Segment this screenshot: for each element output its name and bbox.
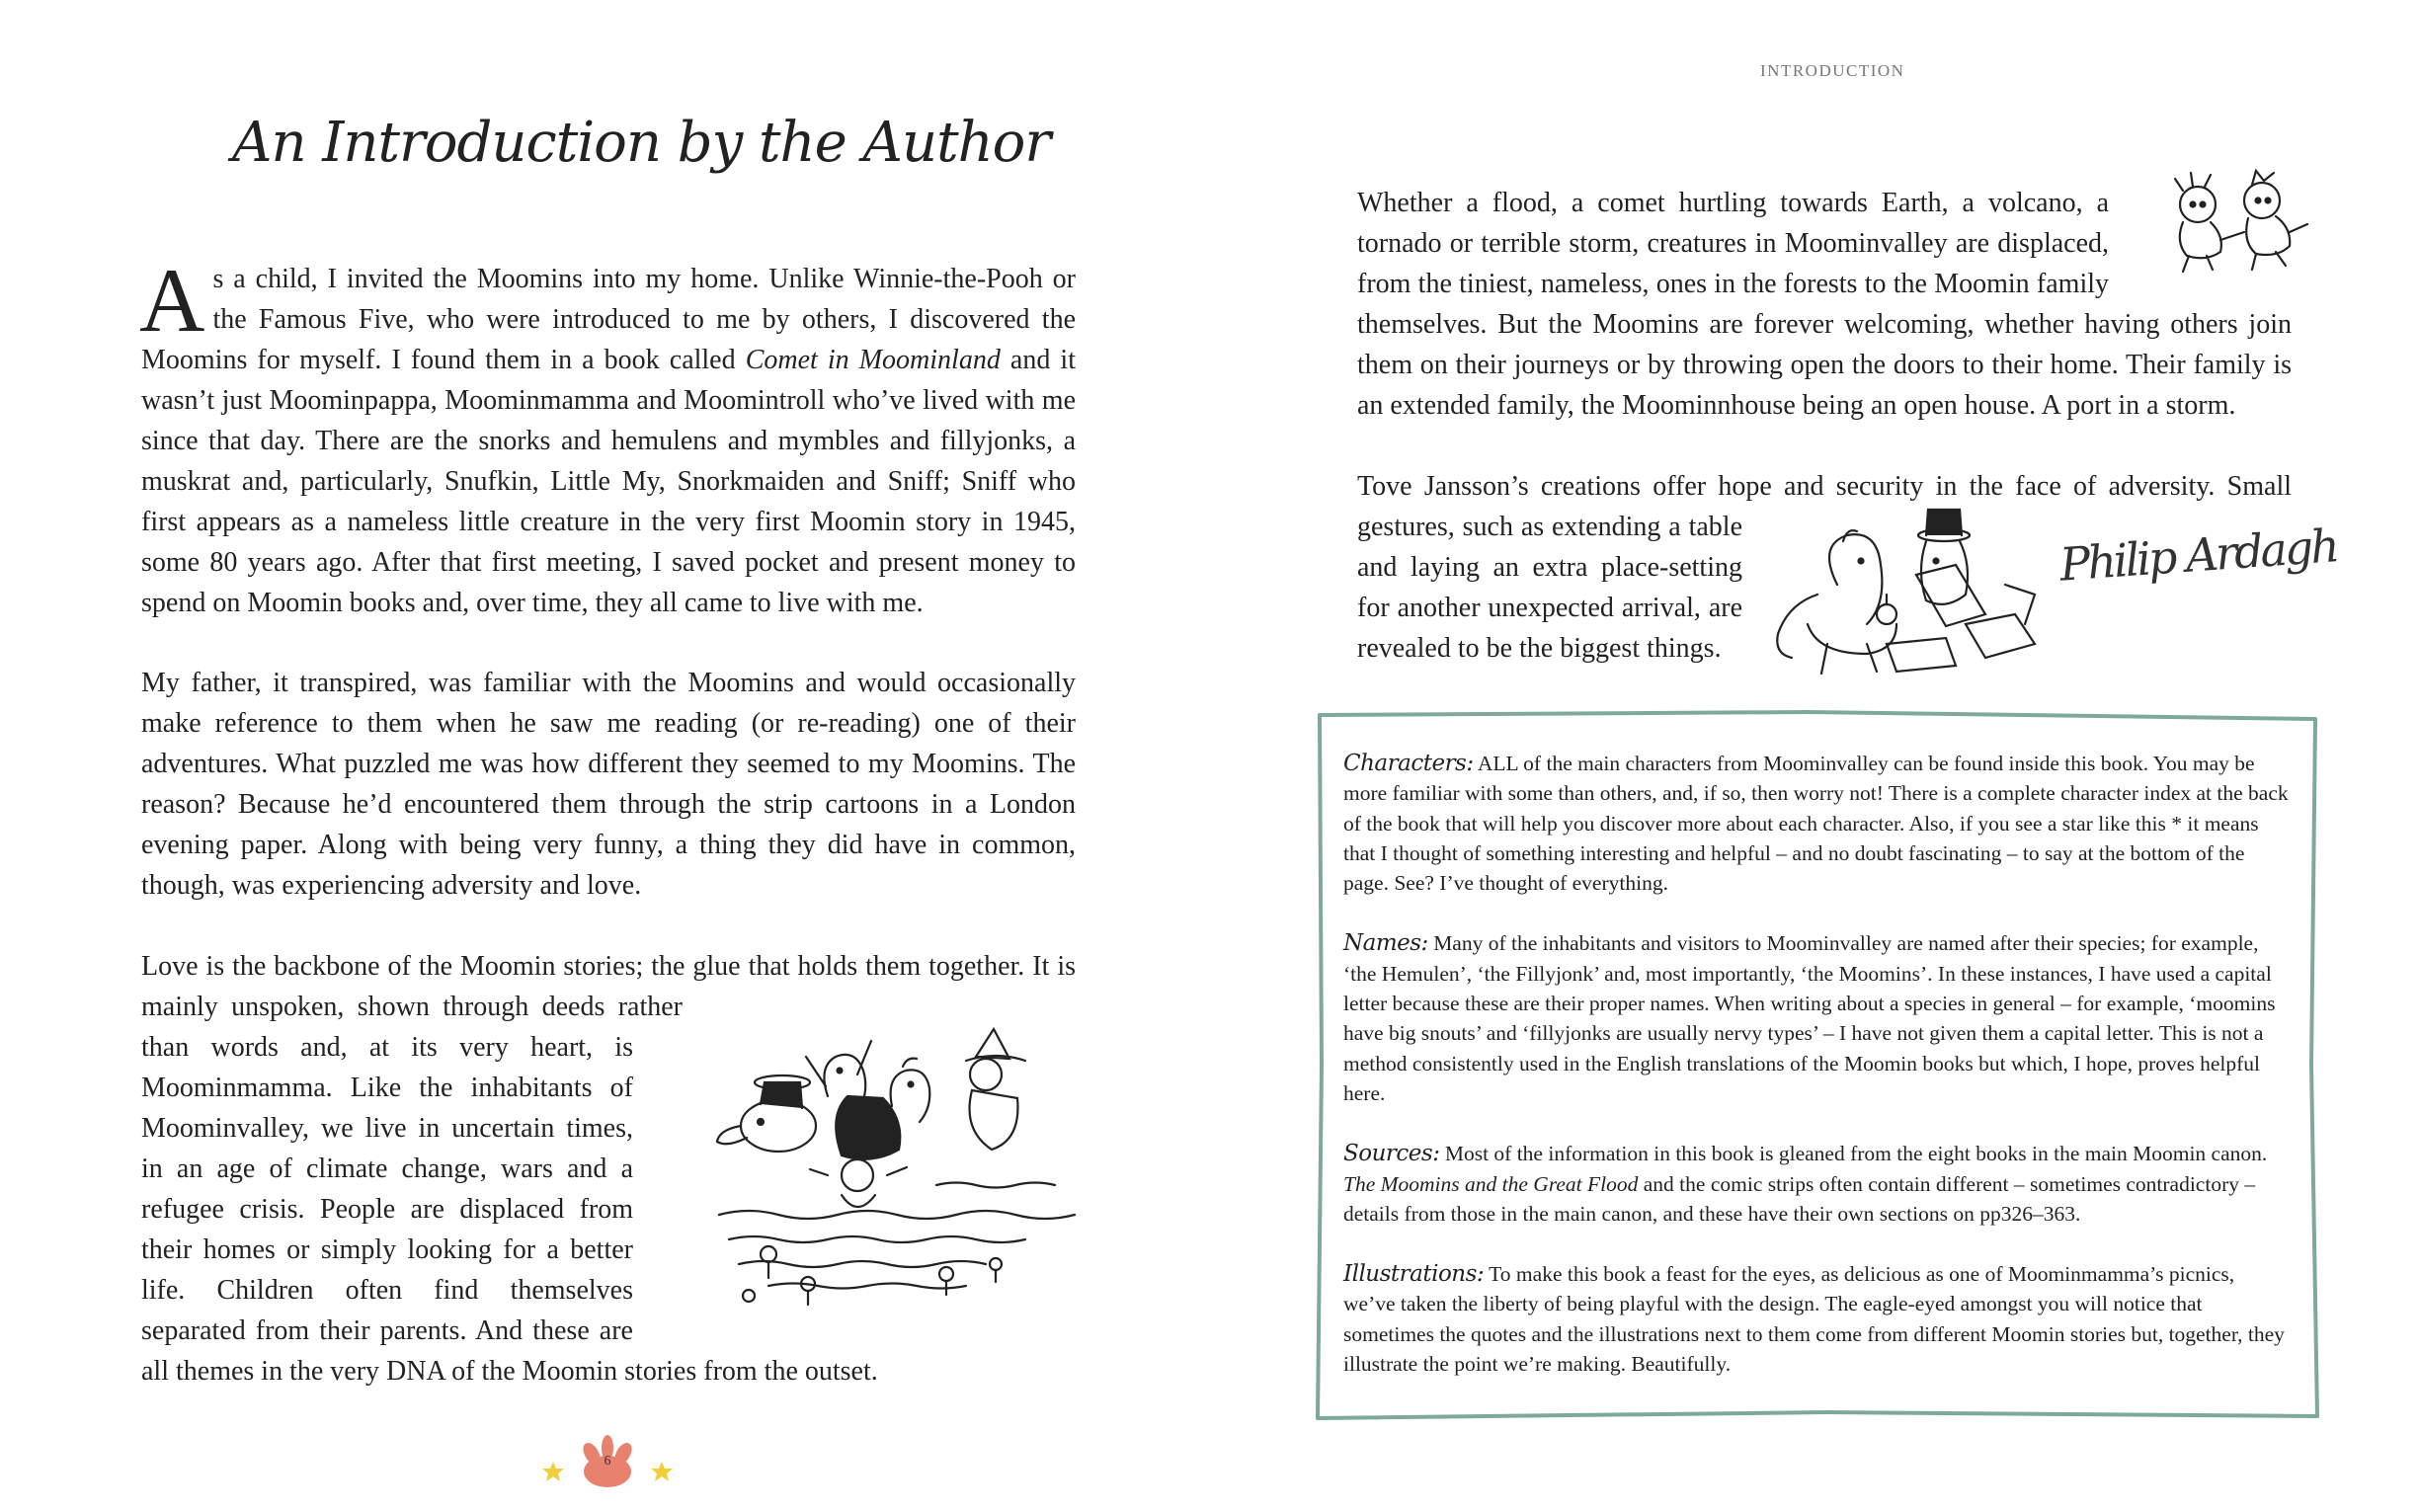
info-box: [1314, 709, 2321, 1420]
right-paragraph-1: Whether a flood, a comet hurtling towards Earth, a volcano, a tornado or terrible storm, creatures in Moominvalley are displaced, from the tiniest, nameless, ones in the forests to the Moomin family themselves. But the Moomins are forever welcoming, whether having others join them on their journeys or by throwing open the doors to their home. Their family is an extended family, the Moominnhouse being an open house. A port in a storm.: [1357, 188, 2292, 421]
moomins-reading-illustration: [1768, 506, 2055, 678]
moomins-swimming-illustration: [709, 1027, 1094, 1313]
chapter-title: An Introduction by the Author: [232, 111, 1051, 175]
sources-label: Sources:: [1343, 1141, 1440, 1167]
page-number-ornament: [538, 1432, 677, 1491]
paragraph-3: Love is the backbone of the Moomin stories; the glue that holds them together. It is mainly unspoken, shown through deeds rather than words and, at its very heart, is Moominmamma. Like the inhabitants of Moominvalley, we live in uncertain times, in an age of climate change, wars and a refugee crisis. People are displaced from their homes or simply looking for a better life. Children often find themselves separated from their parents. And these are all themes in the very DNA of the Moomin stories from the outset.: [141, 951, 1076, 1387]
paragraph-1: As a child, I invited the Moomins into my home. Unlike Winnie-the-Pooh or the Famous Five, who were introduced to me by others, I discovered the Moomins for myself. I found them in a book called Comet in Moominland and it wasn’t just Moominpappa, Moominmamma and Moomintroll who’ve lived with me since that day. There are the snorks and hemulens and mymbles and fillyjonks, a muskrat and, particularly, Snufkin, Little My, Snorkmaiden and Sniff; Sniff who first appears as a nameless little creature in the very first Moomin story in 1945, some 80 years ago. After that first meeting, I saved pocket and present money to spend on Moomin books and, over time, they all came to live with me.: [139, 250, 1076, 618]
names-label: Names:: [1343, 930, 1428, 957]
paragraph-2: My father, it transpired, was familiar with the Moomins and would occasionally make reference to them when he saw me reading (or re-reading) one of their adventures. What puzzled me was how different they seemed to my Moomins. The reason? Because he’d encountered them through the strip cartoons in a London evening paper. Along with being very funny, a thing they did have in common, though, was experiencing adversity and love.: [141, 668, 1076, 901]
running-creatures-illustration: [2153, 163, 2316, 281]
characters-note: Characters: ALL of the main characters from Moominvalley can be found inside this book. You may be more familiar with some than others, and, if so, then worry not! There is a complete character index at the back of the book that will help you discover more about each character. Also, if you see a star like this * it means that I thought of something interesting and helpful – and no doubt fascinating – to say at the bottom of the page. See? I’ve thought of everything.: [1343, 751, 2289, 896]
illustrations-note: Illustrations: To make this book a feast for the eyes, as delicious as one of Moominmamma’s picnics, we’ve taken the liberty of being playful with the design. The eagle-eyed amongst you will notice that sometimes the quotes and the illustrations next to them come from different Moomin stories but, together, they illustrate the point we’re making. Beautifully.: [1343, 1261, 2285, 1377]
drop-cap: A: [139, 250, 205, 351]
sources-note: Sources: Most of the information in this book is gleaned from the eight books in the main Moomin canon. The Moomins and the Great Flood and the comic strips often contain different – sometimes contradictory – details from those in the main canon, and these have their own sections on pp326–363.: [1343, 1141, 2268, 1226]
right-paragraph-2: Tove Jansson’s creations offer hope and security in the face of adversity. Small gestures, such as extending a table and laying an extra place-setting for another unexpected arrival, are revealed to be the biggest things.: [1357, 471, 2292, 664]
illustrations-label: Illustrations:: [1343, 1261, 1485, 1288]
book-title-italic: Comet in Moominland: [745, 345, 1001, 375]
page-number: 6: [604, 1454, 611, 1469]
characters-label: Characters:: [1343, 751, 1474, 776]
author-signature: Philip Ardagh: [2057, 518, 2339, 592]
names-note: Names: Many of the inhabitants and visitors to Moominvalley are named after their species; for example, ‘the Hemulen’, ‘the Fillyjonk’ and, most importantly, ‘the Moomins’. In these instances, I have used a capital letter because these are their proper names. When writing about a species in general – for example, ‘moomins have big snouts’ and ‘fillyjonks are usually nervy types’ – I have not given them a capital letter. This is not a method consistently used in the English translations of the Moomin books but which, I hope, proves helpful here.: [1343, 930, 2276, 1105]
running-head: INTRODUCTION: [1760, 61, 1905, 80]
